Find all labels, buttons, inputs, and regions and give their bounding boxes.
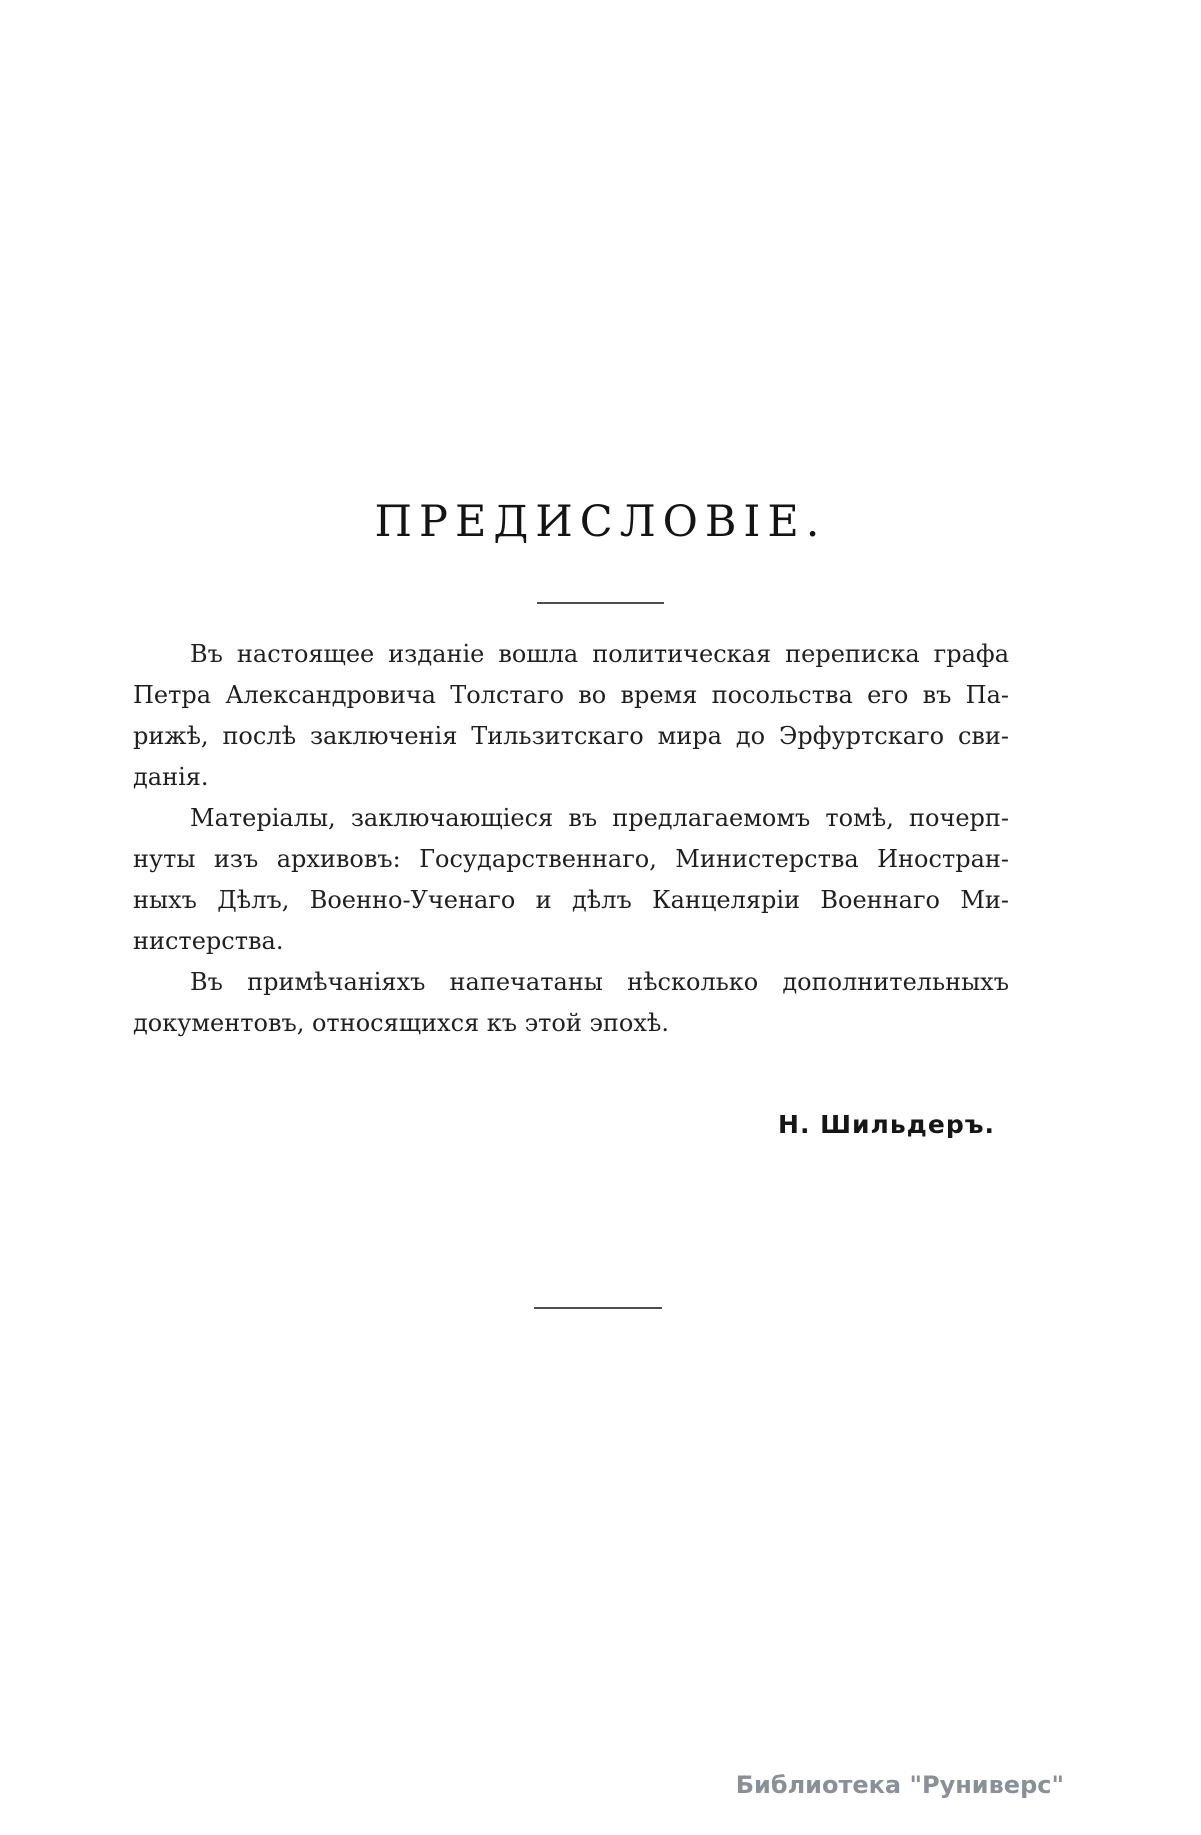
text-line: Въ примѣчаніяхъ напечатаны нѣсколько дополнительныхъ bbox=[190, 968, 1009, 996]
text-line: нуты изъ архивовъ: Государственнаго, Министерства Иностран- bbox=[133, 845, 1009, 873]
page-title: ПРЕДИСЛОВІЕ. bbox=[374, 497, 827, 547]
title-divider-rule bbox=[537, 602, 664, 604]
text-line: Петра Александровича Толстаго во время посольства его въ Па- bbox=[133, 681, 1009, 709]
text-line: рижѣ, послѣ заключенія Тильзитскаго мира до Эрфуртскаго сви- bbox=[133, 722, 1009, 750]
library-watermark: Библиотека "Руниверс" bbox=[735, 1771, 1064, 1799]
text-line: данія. bbox=[133, 763, 209, 791]
end-divider-rule bbox=[534, 1307, 662, 1309]
paragraph-1 bbox=[133, 634, 1009, 798]
text-line: Матеріалы, заключающіеся въ предлагаемомъ томѣ, почерп- bbox=[190, 804, 1009, 832]
text-line: нистерства. bbox=[133, 927, 284, 955]
text-line: документовъ, относящихся къ этой эпохѣ. bbox=[133, 1009, 670, 1037]
paragraph-2 bbox=[133, 798, 1009, 962]
preface-text bbox=[133, 634, 1009, 1044]
text-line: Въ настоящее изданіе вошла политическая переписка графа bbox=[190, 640, 1009, 668]
author-signature: Н. Шильдеръ. bbox=[778, 1110, 995, 1139]
text-line: ныхъ Дѣлъ, Военно-Ученаго и дѣлъ Канцеляріи Военнаго Ми- bbox=[133, 886, 1009, 914]
paragraph-3 bbox=[133, 962, 1009, 1044]
